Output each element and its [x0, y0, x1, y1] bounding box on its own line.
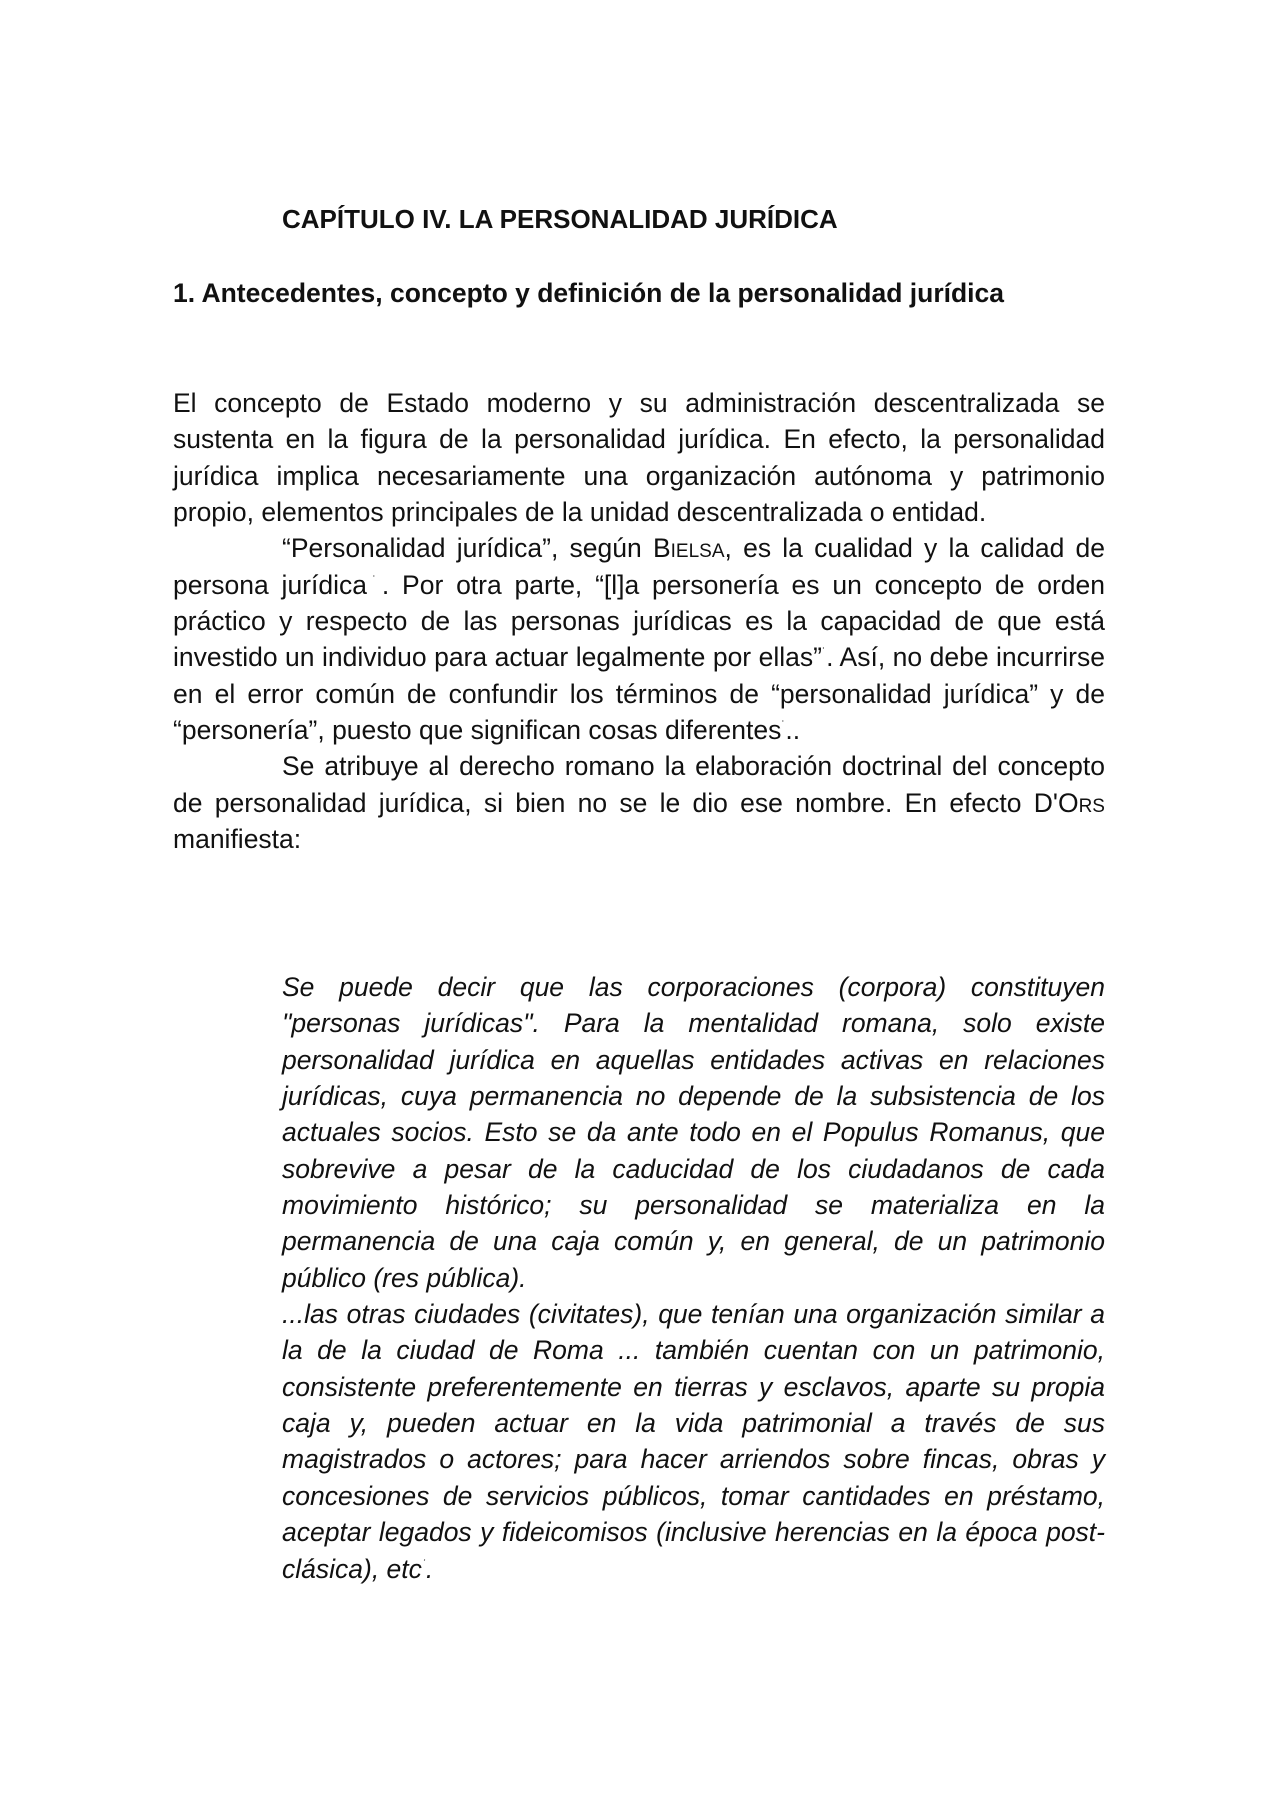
body-text	[173, 385, 1105, 857]
text: manifiesta:	[173, 824, 302, 855]
footnote-ref[interactable]: ˙	[781, 718, 786, 733]
paragraph-2	[173, 530, 1105, 748]
paragraph-1: El concepto de Estado moderno y su administración descentralizada se sustenta en la figura de la personalidad jurídica. En efecto, la personalidad jurídica implica necesariamente una organización autónoma y patrimonio propio, elementos principales de la unidad descentralizada o entidad.	[173, 388, 1105, 528]
chapter-title: CAPÍTULO IV. LA PERSONALIDAD JURÍDICA	[282, 204, 838, 234]
footnote-ref[interactable]: ˙	[821, 645, 827, 660]
footnote-ref[interactable]: ˙	[421, 1556, 426, 1571]
author-name: D'Ors	[1033, 787, 1105, 818]
text: “Personalidad jurídica”, según	[282, 533, 653, 564]
text: ..	[785, 715, 801, 746]
text: ...las otras ciudades (civitates), que tenían una organización similar a la de la ciudad de Roma ... también cuentan con un patrimonio, consistente preferentemente en tierras y esclavos, aparte su propia caja y, pueden actuar en la vida patrimonial a través de sus magistrados o actores; para hacer arriendos sobre fincas, obras y concesiones de servicios públicos, tomar cantidades en préstamo, aceptar legados y fideicomisos (inclusive herencias en la época post-clásica), etc	[282, 1299, 1105, 1584]
text: Se atribuye al derecho romano la elaboración doctrinal del concepto de personalidad jurídica, si bien no se le dio ese nombre. En efecto	[173, 751, 1105, 818]
quote-paragraph-2	[282, 1296, 1105, 1587]
block-quote	[282, 969, 1105, 1587]
footnote-ref[interactable]: ˙	[367, 572, 382, 587]
text: , es la cualidad y la calidad de persona jurídica	[173, 533, 1106, 600]
paragraph-3	[173, 748, 1105, 857]
text: .	[425, 1553, 434, 1584]
quote-paragraph-1: Se puede decir que las corporaciones (corpora) constituyen "personas jurídicas". Para la mentalidad romana, solo existe personalidad jurídica en aquellas entidades activas en relaciones jurídicas, cuya permanencia no depende de la subsistencia de los actuales socios. Esto se da ante todo en el Populus Romanus, que sobrevive a pesar de la caducidad de los ciudadanos de cada movimiento histórico; su personalidad se materializa en la permanencia de una caja común y, en general, de un patrimonio público (res pública).	[282, 972, 1105, 1293]
text: . Por otra parte, “[l]a personería es un concepto de orden práctico y respecto de las personas jurídicas es la capacidad de que está investido un individuo para actuar legalmente por ellas”	[173, 569, 1106, 673]
author-name: Bielsa	[652, 533, 725, 564]
section-heading: 1. Antecedentes, concepto y definición de la personalidad jurídica	[173, 278, 1005, 308]
text: . Así, no debe incurrirse en el error común de confundir los términos de “personalidad jurídica” y de “personería”, puesto que significan cosas diferentes	[173, 642, 1105, 746]
